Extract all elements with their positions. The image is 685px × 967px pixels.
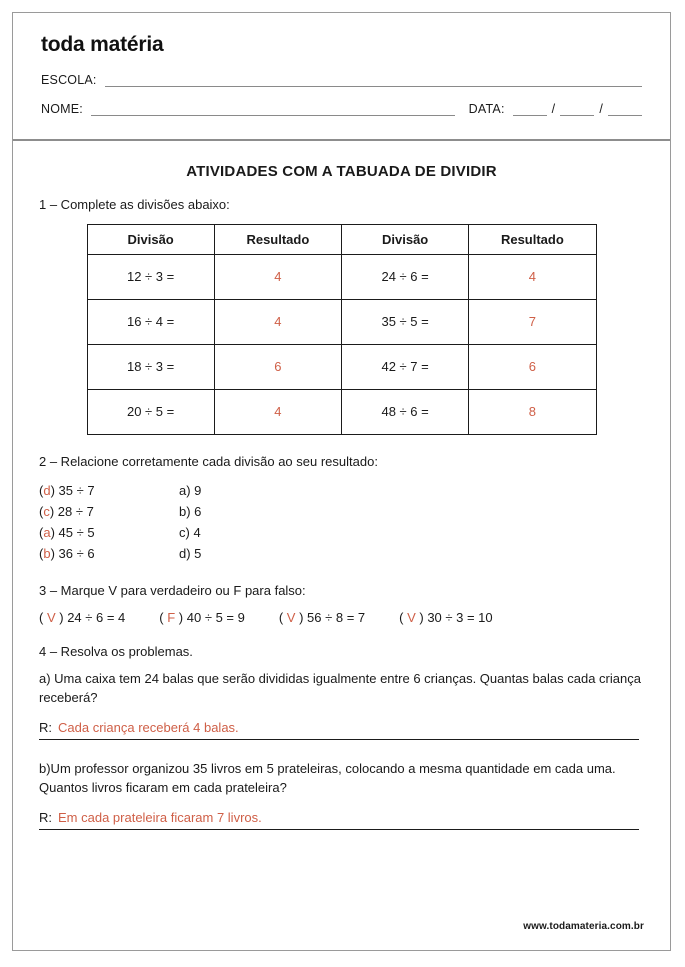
division-result[interactable]: 4 [469,254,596,299]
true-false-statement: 24 ÷ 6 = 4 [67,609,126,625]
matching-option: b) 6 [179,504,202,520]
division-result[interactable]: 4 [214,389,341,434]
table-row [87,254,596,299]
true-false-answer[interactable]: V [407,609,416,625]
list-item [39,480,644,501]
division-result[interactable]: 8 [469,389,596,434]
true-false-statement: 40 ÷ 5 = 9 [186,609,245,625]
matching-list [39,480,644,564]
problem-a-text: a) Uma caixa tem 24 balas que serão divididas igualmente entre 6 crianças. Quantas balas cada criança receberá? [39,671,641,706]
worksheet-header [13,13,670,141]
true-false-answer[interactable]: V [286,609,296,625]
page-title: ATIVIDADES COM A TABUADA DE DIVIDIR [186,163,497,180]
date-month-input[interactable] [560,104,594,116]
matching-answer-letter[interactable]: a [43,525,51,541]
school-label: ESCOLA: [41,73,97,87]
table-row [87,389,596,434]
school-input-line[interactable] [105,75,642,87]
question-4-prompt: 4 – Resolva os problemas. [39,643,193,659]
column-header-divisao-1: Divisão [87,224,214,254]
question-2-prompt: 2 – Relacione corretamente cada divisão ao seu resultado: [39,453,378,469]
date-year-input[interactable] [608,104,642,116]
division-expression: 42 ÷ 7 = [342,344,469,389]
brand-logo: toda matéria [41,33,164,56]
matching-expression: 35 ÷ 7 [58,483,95,499]
problem-b-answer[interactable]: Em cada prateleira ficaram 7 livros. [58,809,262,825]
problem-a-answer-line[interactable] [39,739,639,740]
question-1 [39,196,644,435]
date-field-group [455,102,642,116]
problem-a-answer-row [39,720,644,735]
matching-left-entry: (c) 28 ÷ 7 [39,504,94,520]
true-false-statement: 30 ÷ 3 = 10 [427,609,493,625]
matching-option: d) 5 [179,546,202,562]
answer-prefix: R: [39,720,52,736]
division-table [87,224,597,435]
division-expression: 48 ÷ 6 = [342,389,469,434]
true-false-list [39,610,644,625]
column-header-resultado-2: Resultado [469,224,596,254]
matching-left-entry: (d) 35 ÷ 7 [39,483,95,499]
matching-answer-letter[interactable]: d [43,483,51,499]
answer-prefix: R: [39,809,52,825]
matching-answer-letter[interactable]: b [43,546,51,562]
question-3 [39,582,644,625]
division-expression: 35 ÷ 5 = [342,299,469,344]
list-item: ( V ) 56 ÷ 8 = 7 [278,609,366,625]
name-label: NOME: [41,102,83,116]
table-row [87,299,596,344]
name-input-line[interactable] [91,104,455,116]
matching-expression: 36 ÷ 6 [58,546,95,562]
table-row [87,344,596,389]
school-field-row [41,73,642,87]
matching-left-entry: (b) 36 ÷ 6 [39,546,95,562]
question-1-prompt: 1 – Complete as divisões abaixo: [39,197,230,212]
matching-option: a) 9 [179,483,202,499]
division-result[interactable]: 4 [214,254,341,299]
date-separator-2: / [599,102,603,116]
list-item [39,522,644,543]
list-item: ( F ) 40 ÷ 5 = 9 [159,609,245,625]
true-false-answer[interactable]: F [167,609,176,625]
list-item [39,501,644,522]
division-expression: 18 ÷ 3 = [87,344,214,389]
question-4 [39,643,644,830]
division-expression: 12 ÷ 3 = [87,254,214,299]
question-2 [39,453,644,565]
list-item: ( V ) 24 ÷ 6 = 4 [39,609,126,625]
column-header-resultado-1: Resultado [214,224,341,254]
problem-b-answer-row [39,810,644,825]
date-label: DATA: [468,102,505,116]
table-header-row [87,224,596,254]
division-result[interactable]: 4 [214,299,341,344]
list-item: ( V ) 30 ÷ 3 = 10 [399,609,493,625]
date-day-input[interactable] [513,104,547,116]
division-result[interactable]: 6 [214,344,341,389]
worksheet-page [12,12,671,951]
question-3-prompt: 3 – Marque V para verdadeiro ou F para falso: [39,583,306,599]
column-header-divisao-2: Divisão [342,224,469,254]
footer-url: www.todamateria.com.br [523,921,644,932]
matching-option: c) 4 [179,525,201,541]
matching-left-entry: (a) 45 ÷ 5 [39,525,95,541]
name-date-field-row [41,102,642,116]
date-separator-1: / [551,102,556,116]
problem-a-answer[interactable]: Cada criança receberá 4 balas. [58,720,239,736]
true-false-statement: 56 ÷ 8 = 7 [307,609,366,625]
list-item [39,543,644,564]
division-result[interactable]: 7 [469,299,596,344]
division-expression: 20 ÷ 5 = [87,389,214,434]
matching-answer-letter[interactable]: c [43,504,50,520]
worksheet-content [13,141,670,830]
division-expression: 24 ÷ 6 = [342,254,469,299]
division-expression: 16 ÷ 4 = [87,299,214,344]
division-result[interactable]: 6 [469,344,596,389]
matching-expression: 28 ÷ 7 [57,504,94,520]
matching-expression: 45 ÷ 5 [58,525,95,541]
problem-b-text: b)Um professor organizou 35 livros em 5 prateleiras, colocando a mesma quantidade em cada uma. Quantos livros ficaram em cada prateleira? [39,761,616,795]
problem-b-answer-line[interactable] [39,829,639,830]
true-false-answer[interactable]: V [46,609,56,625]
